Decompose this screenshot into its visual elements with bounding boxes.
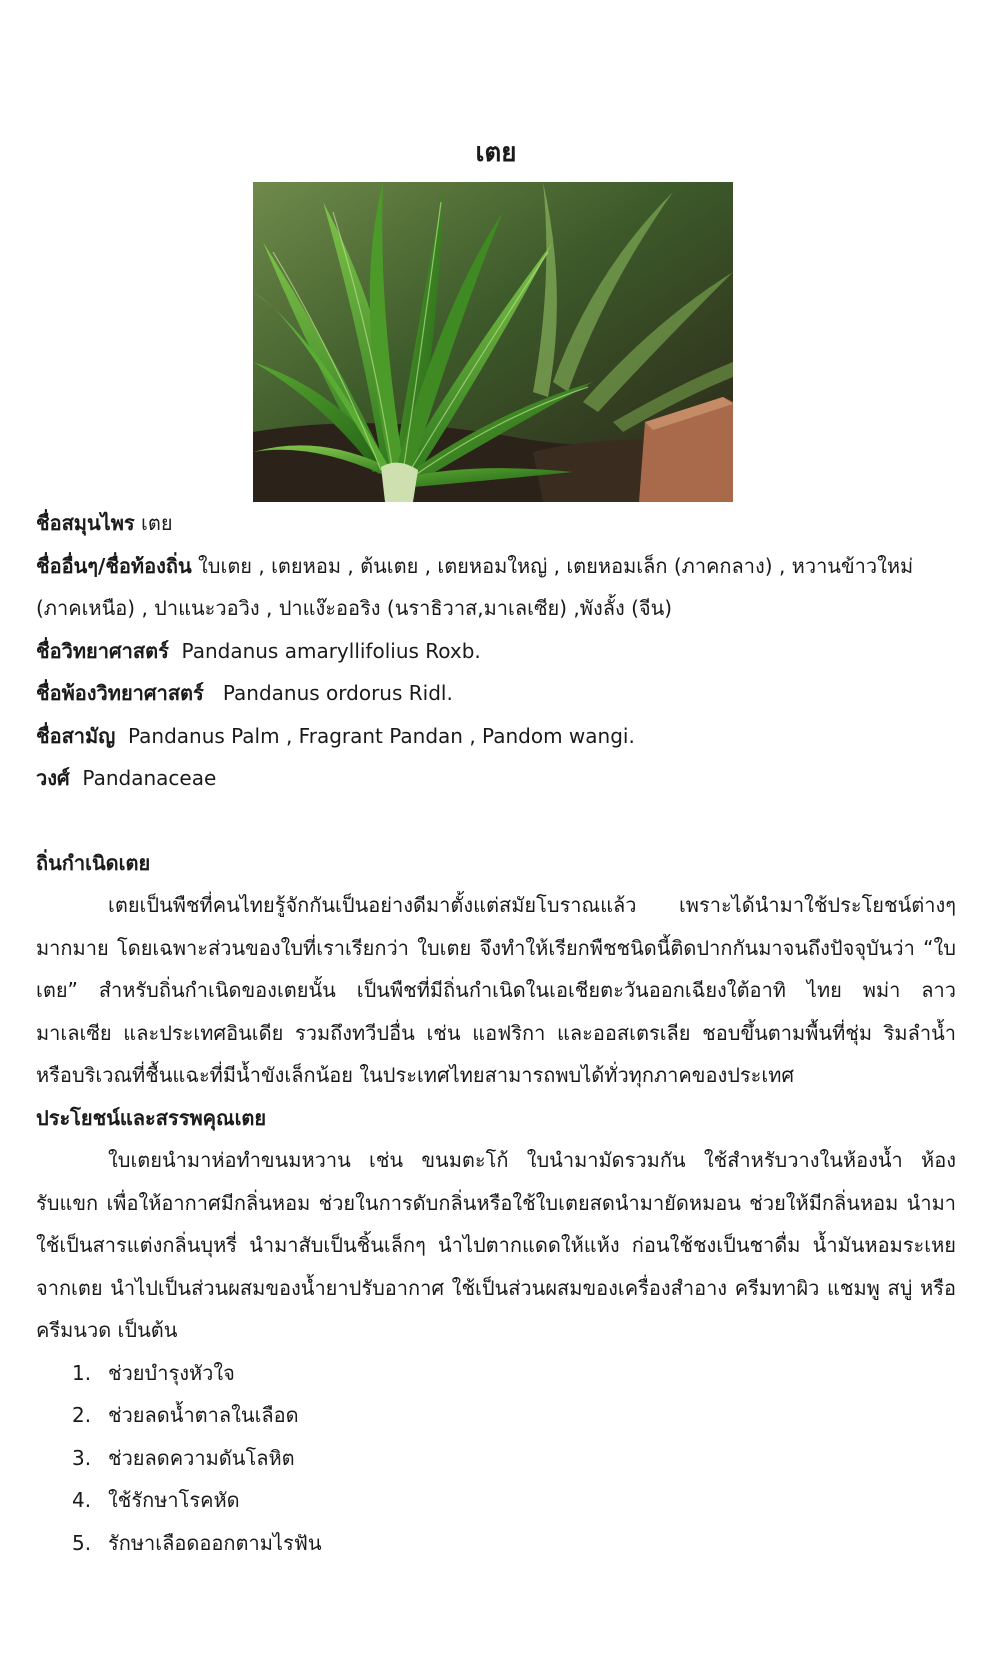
benefits-heading: ประโยชน์และสรรพคุณเตย [36,1105,267,1130]
family-row [36,757,956,800]
common-name-row [36,715,956,758]
list-item-text: รักษาเลือดออกตามไรฟัน [108,1530,322,1555]
scientific-name-label: ชื่อวิทยาศาสตร์ [36,638,169,663]
benefits-list [36,1352,956,1565]
pandan-plant-illustration [253,182,733,502]
spacer [36,800,956,842]
scientific-name-value: Pandanus amaryllifolius Roxb. [181,638,481,663]
list-item-number: 3. [72,1445,92,1470]
list-item-number: 5. [72,1530,92,1555]
local-names-row-continued: (ภาคเหนือ) , ปาแนะวอวิง , ปาแง๊ะออริง (นราธิวาส,มาเลเซีย) ,พังลั้ง (จีน) [36,596,673,620]
family-label: วงศ์ [36,766,70,790]
list-item [36,1479,956,1522]
pandan-plant-photo [253,182,733,502]
local-names-label: ชื่ออื่นๆ/ชื่อท้องถิ่น [36,553,192,578]
list-item [36,1394,956,1437]
local-names-row [36,545,956,588]
list-item-text: ใช้รักษาโรคหัด [108,1488,240,1512]
family-value: Pandanaceae [82,766,217,790]
list-item [36,1352,956,1395]
list-item [36,1437,956,1480]
list-item-text: ช่วยบำรุงหัวใจ [108,1360,235,1385]
herb-name-row [36,502,956,545]
list-item-text: ช่วยลดความดันโลหิต [108,1445,295,1470]
local-names-value: ใบเตย , เตยหอม , ต้นเตย , เตยหอมใหญ่ , เตยหอมเล็ก (ภาคกลาง) , หวานข้าวใหม่ [198,553,914,578]
synonym-value: Pandanus ordorus Ridl. [222,681,453,705]
list-item-number: 4. [72,1488,92,1512]
common-name-label: ชื่อสามัญ [36,723,116,748]
herb-name-label: ชื่อสมุนไพร [36,511,135,535]
benefits-paragraph: ใบเตยนำมาห่อทำขนมหวาน เช่น ขนมตะโก้ ใบนำมามัดรวมกัน ใช้สำหรับวางในห้องน้ำ ห้องรับแขก เพื่อให้อากาศมีกลิ่นหอม ช่วยในการดับกลิ่นหรือใช้ใบเตยสดนำมายัดหมอน ช่วยให้มีกลิ่นหอม นำมาใช้เป็นสารแต่งกลิ่นบุหรี่ นำมาสับเป็นชิ้นเล็กๆ นำไปตากแดดให้แห้ง ก่อนใช้ชงเป็นชาดื่ม น้ำมันหอมระเหยจากเตย นำไปเป็นส่วนผสมของน้ำยาปรับอากาศ ใช้เป็นส่วนผสมของเครื่องสำอาง ครีมทาผิว แชมพู สบู่ หรือ ครีมนวด เป็นต้น [36,1148,956,1342]
list-item-number: 1. [72,1360,92,1385]
list-item-number: 2. [72,1403,92,1427]
herb-name-value: เตย [141,511,173,535]
origin-heading: ถิ่นกำเนิดเตย [36,850,151,875]
common-name-value: Pandanus Palm , Fragrant Pandan , Pandom wangi. [127,723,635,748]
document-body [36,502,956,1564]
list-item-text: ช่วยลดน้ำตาลในเลือด [108,1403,299,1427]
synonym-label: ชื่อพ้องวิทยาศาสตร์ [36,681,204,705]
origin-paragraph: เตยเป็นพืชที่คนไทยรู้จักกันเป็นอย่างดีมาตั้งแต่สมัยโบราณแล้ว เพราะได้นำมาใช้ประโยชน์ต่างๆ มากมาย โดยเฉพาะส่วนของใบที่เราเรียกว่า ใบเตย จึงทำให้เรียกพืชชนิดนี้ติดปากกันมาจนถึงปัจจุบันว่า “ใบเตย” สำหรับถิ่นกำเนิดของเตยนั้น เป็นพืชที่มีถิ่นกำเนิดในเอเชียตะวันออกเฉียงใต้อาทิ ไทย พม่า ลาว มาเลเซีย และประเทศอินเดีย รวมถึงทวีปอื่น เช่น แอฟริกา และออสเตรเลีย ชอบขึ้นตามพื้นที่ชุ่ม ริมลำน้ำ หรือบริเวณที่ชื้นแฉะที่มีน้ำขังเล็กน้อย ในประเทศไทยสามารถพบได้ทั่วทุกภาคของประเทศ [36,893,956,1087]
synonym-row [36,672,956,715]
page-title: เตย [475,138,517,168]
scientific-name-row [36,630,956,673]
list-item [36,1522,956,1565]
